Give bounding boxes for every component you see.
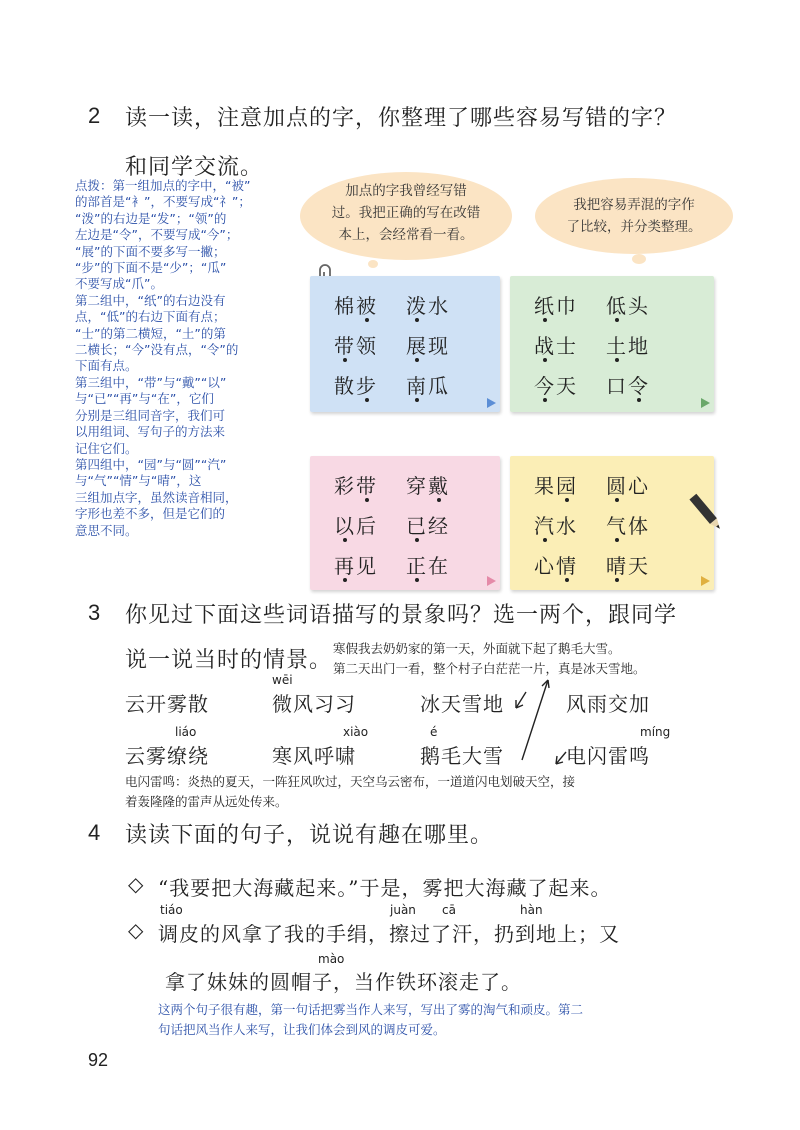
card-word: 今天 [534,374,578,398]
handwritten-arrows [500,672,580,772]
bubble-right-line2: 了比较，并分类整理。 [566,219,702,235]
card-word: 气体 [606,514,650,538]
card-word: 穿戴 [406,474,450,498]
word-card-pink [310,456,500,590]
card-corner-marker [701,576,710,586]
note-line: 第四组中，“园”与“圆”“汽” [75,456,227,472]
phrase-bingtianxuedi: 冰天雪地 [420,692,504,716]
task3-note-line2: 着轰隆隆的雷声从远处传来。 [125,794,288,809]
task4-note-line2: 句话把风当作人来写，让我们体会到风的调皮可爱。 [158,1022,446,1037]
note-line: 第二组中，“纸”的右边没有 [75,292,226,308]
pinyin-liao: liáo [175,725,197,739]
pinyin-ming: míng [640,725,671,739]
emphasis-dot [543,538,547,542]
pinyin-wei: wēi [272,673,293,687]
handwritten-note-line2: 第二天出门一看，整个村子白茫茫一片，真是冰天雪地。 [333,661,646,676]
emphasis-dot [437,498,441,502]
note-line: 下面有点。 [75,358,138,374]
word-card-yellow [510,456,714,590]
card-word: 汽水 [534,514,578,538]
pinyin-e: é [430,725,438,739]
note-line: “步”的下面不是“少”；“瓜” [75,260,227,276]
card-word: 再见 [334,554,378,578]
annotation-note [75,178,297,539]
emphasis-dot [565,498,569,502]
note-line: 第三组中，“带”与“戴”“以” [75,374,227,390]
task3-note-line1: 电闪雷鸣：炎热的夏天，一阵狂风吹过，天空乌云密布，一道道闪电划破天空，接 [125,774,576,789]
card-word: 已经 [406,514,450,538]
card-word: 低头 [606,294,650,318]
note-line: 意思不同。 [75,522,138,538]
card-word: 圆心 [606,474,650,498]
bubble-tail-dot-right [632,254,646,264]
card-word: 南瓜 [406,374,450,398]
note-line: 与“气”“情”与“晴”，这 [75,473,202,489]
task4-note-line1: 这两个句子很有趣，第一句话把雾当作人来写，写出了雾的淘气和顽皮。第二 [158,1002,584,1017]
phrase-hanfenghuxiao: 寒风呼啸 [272,744,356,768]
card-word: 果园 [534,474,578,498]
note-line: 记住它们。 [75,440,138,456]
emphasis-dot [343,538,347,542]
emphasis-dot [543,398,547,402]
card-word: 正在 [406,554,450,578]
card-word: 展现 [406,334,450,358]
emphasis-dot [415,538,419,542]
task2-title-line2: 和同学交流。 [125,155,264,180]
note-line: 点，“低”的右边下面有点； [75,309,226,325]
card-corner-marker [487,576,496,586]
note-line: 的部首是“衤”，不要写成“礻”； [75,194,251,210]
emphasis-dot [365,398,369,402]
note-line: 不要写成“爪”。 [75,276,163,292]
card-word: 彩带 [334,474,378,498]
word-card-green [510,276,714,412]
task4-title: 读读下面的句子，说说有趣在哪里。 [125,823,494,848]
emphasis-dot [615,538,619,542]
bubble-right-line1: 我把容易弄混的字作 [573,197,695,213]
card-word: 散步 [334,374,378,398]
card-corner-marker [701,398,710,408]
note-line: “泼”的右边是“发”；“领”的 [75,210,227,226]
emphasis-dot [415,318,419,322]
bullet-1: ◇ [128,872,145,896]
note-line: 以用组词、写句子的方法来 [75,424,226,440]
bubble-left-line1: 加点的字我曾经写错 [345,183,467,199]
note-line: 三组加点字，虽然读音相同， [75,489,238,505]
emphasis-dot [415,578,419,582]
bubble-tail-dot [368,260,378,268]
card-word: 以后 [334,514,378,538]
emphasis-dot [615,578,619,582]
emphasis-dot [543,318,547,322]
sentence-2-line1: 调皮的风拿了我的手绢，擦过了汗，扔到地上；又 [158,922,620,946]
note-line: “展”的下面不要多写一撇； [75,243,226,259]
phrase-weifengxixi: 微风习习 [272,692,356,716]
pinyin-mao: mào [318,952,345,966]
phrase-fengyujiaojia: 风雨交加 [566,692,650,716]
pencil-icon [686,490,726,536]
task2-number: 2 [88,103,101,128]
phrase-emaodaxue: 鹅毛大雪 [420,744,504,768]
card-corner-marker [487,398,496,408]
emphasis-dot [615,358,619,362]
pinyin-xiao: xiào [343,725,369,739]
sentence-1: “我要把大海藏起来。”于是，雾把大海藏了起来。 [158,876,612,900]
emphasis-dot [615,498,619,502]
emphasis-dot [365,318,369,322]
emphasis-dot [415,398,419,402]
card-word: 纸巾 [534,294,578,318]
pinyin-han: hàn [520,903,543,917]
pinyin-tiao: tiáo [160,903,183,917]
pinyin-juan: juàn [390,903,416,917]
note-line: 字形也差不多，但是它们的 [75,506,226,522]
note-line: 与“已”“再”与“在”，它们 [75,391,214,407]
emphasis-dot [565,578,569,582]
phrase-yunwuliaorao: 云雾缭绕 [125,744,209,768]
card-word: 带领 [334,334,378,358]
card-word: 心情 [534,554,578,578]
sentence-2-line2: 拿了妹妹的圆帽子，当作铁环滚走了。 [165,970,522,994]
phrase-dianshanleiming: 电闪雷鸣 [566,744,650,768]
pinyin-ca: cā [442,903,456,917]
note-line: 左边是“令”，不要写成“今”； [75,227,239,243]
task4-number: 4 [88,820,101,845]
bullet-2: ◇ [128,918,145,942]
word-card-blue [310,276,500,412]
emphasis-dot [415,358,419,362]
card-word: 土地 [606,334,650,358]
emphasis-dot [543,358,547,362]
note-line: 点拨：第一组加点的字中，“被” [75,178,251,193]
card-word: 战士 [534,334,578,358]
phrase-yunkaiwusan: 云开雾散 [125,692,209,716]
emphasis-dot [637,398,641,402]
page-number: 92 [88,1050,109,1070]
emphasis-dot [343,578,347,582]
thought-bubble-right [535,178,733,254]
task2-title-line1: 读一读，注意加点的字，你整理了哪些容易写错的字？ [125,106,678,131]
emphasis-dot [343,358,347,362]
task3-title-line2: 说一说当时的情景。 [125,648,333,673]
task3-title-line1: 你见过下面这些词语描写的景象吗？选一两个，跟同学 [125,603,678,628]
note-line: “士”的第二横短，“土”的第 [75,325,226,341]
emphasis-dot [615,318,619,322]
card-word: 泼水 [406,294,450,318]
bubble-left-line3: 本上，会经常看一看。 [338,227,474,243]
card-word: 棉被 [334,294,378,318]
card-word: 口令 [606,374,650,398]
emphasis-dot [365,498,369,502]
handwritten-note-line1: 寒假我去奶奶家的第一天，外面就下起了鹅毛大雪。 [333,641,621,656]
note-line: 二横长；“今”没有点，“令”的 [75,342,239,358]
card-word: 晴天 [606,554,650,578]
thought-bubble-left [300,172,512,260]
bubble-left-line2: 过。我把正确的写在改错 [331,205,481,221]
task3-number: 3 [88,600,101,625]
note-line: 分别是三组同音字，我们可 [75,407,226,423]
